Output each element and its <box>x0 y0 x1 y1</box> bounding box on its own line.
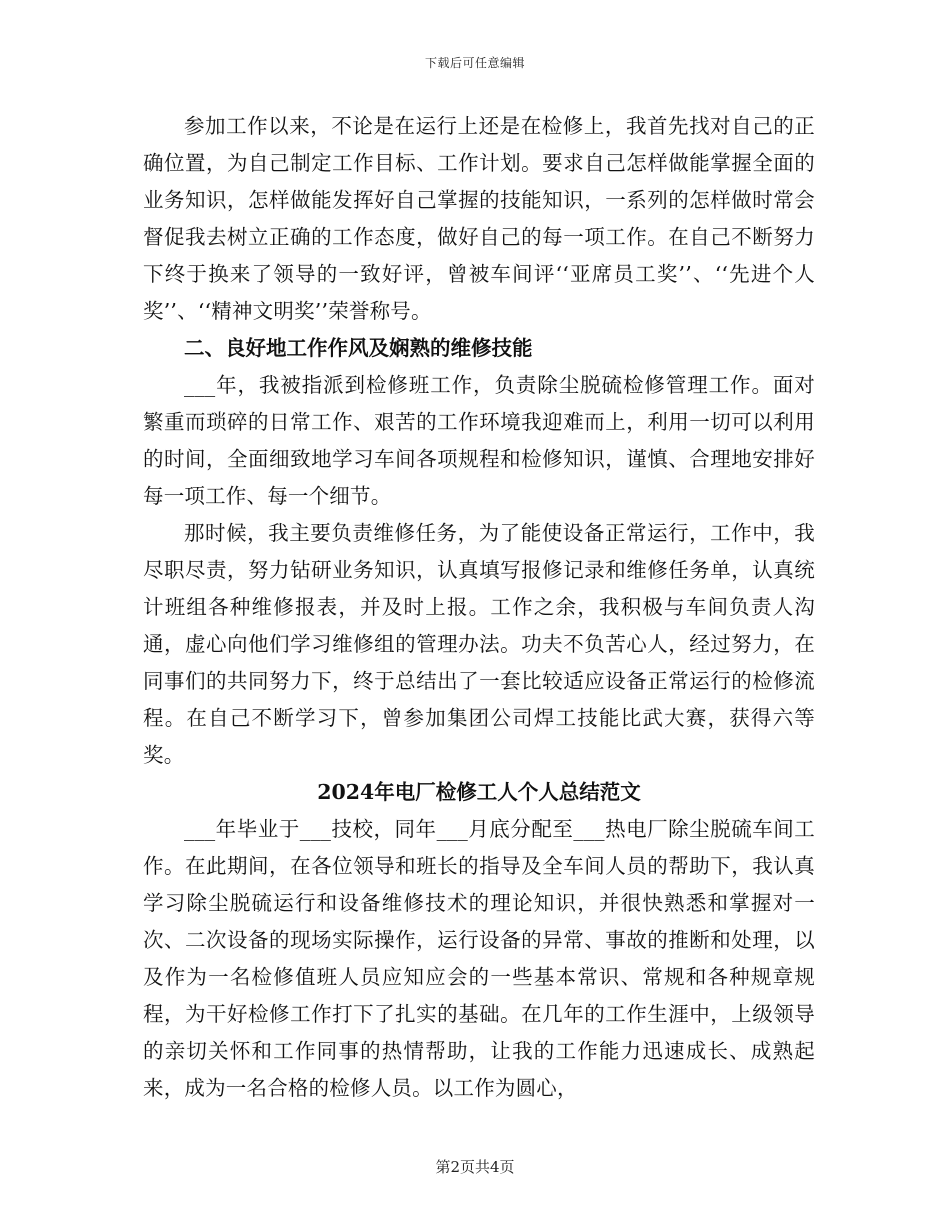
document-body <box>143 108 815 1107</box>
section-heading-2: 二、良好地工作作风及娴熟的维修技能 <box>184 336 533 360</box>
document-title: 2024年电厂检修工人个人总结范文 <box>317 780 641 804</box>
page-footer: 第2页共4页 <box>435 1158 515 1176</box>
paragraph-graduation: ___年毕业于___技校，同年___月底分配至___热电厂除尘脱硫车间工作。在此期间，在各位领导和班长的指导及全车间人员的帮助下，我认真学习除尘脱硫运行和设备维修技术的理论知识，并很快熟悉和掌握对一次、二次设备的现场实际操作，运行设备的异常、事故的推断和处理，以及作为一名检修值班人员应知应会的一些基本常识、常规和各种规章规程，为干好检修工作打下了扎实的基础。在几年的工作生涯中，上级领导的亲切关怀和工作同事的热情帮助，让我的工作能力迅速成长、成熟起来，成为一名合格的检修人员。以工作为圆心， <box>143 817 815 1100</box>
paragraph-maintenance-team: ___年，我被指派到检修班工作，负责除尘脱硫检修管理工作。面对繁重而琐碎的日常工作、艰苦的工作环境我迎难而上，利用一切可以利用的时间，全面细致地学习车间各项规程和检修知识，谨慎、合理地安排好每一项工作、每一个细节。 <box>143 373 815 508</box>
paragraph-maintenance-tasks: 那时候，我主要负责维修任务，为了能使设备正常运行，工作中，我尽职尽责，努力钻研业务知识，认真填写报修记录和维修任务单，认真统计班组各种维修报表，并及时上报。工作之余，我积极与车间负责人沟通，虚心向他们学习维修组的管理办法。功夫不负苦心人，经过努力，在同事们的共同努力下，终于总结出了一套比较适应设备正常运行的检修流程。在自己不断学习下，曾参加集团公司焊工技能比武大赛，获得六等奖。 <box>143 521 815 767</box>
paragraph-work-attitude: 参加工作以来，不论是在运行上还是在检修上，我首先找对自己的正确位置，为自己制定工作目标、工作计划。要求自己怎样做能掌握全面的业务知识，怎样做能发挥好自己掌握的技能知识，一系列的怎样做时常会督促我去树立正确的工作态度，做好自己的每一项工作。在自己不断努力下终于换来了领导的一致好评，曾被车间评‘‘亚席员工奖’’、‘‘先进个人奖’’、‘‘精神文明奖’’荣誉称号。 <box>143 114 815 323</box>
page-header: 下载后可任意编辑 <box>424 56 525 70</box>
